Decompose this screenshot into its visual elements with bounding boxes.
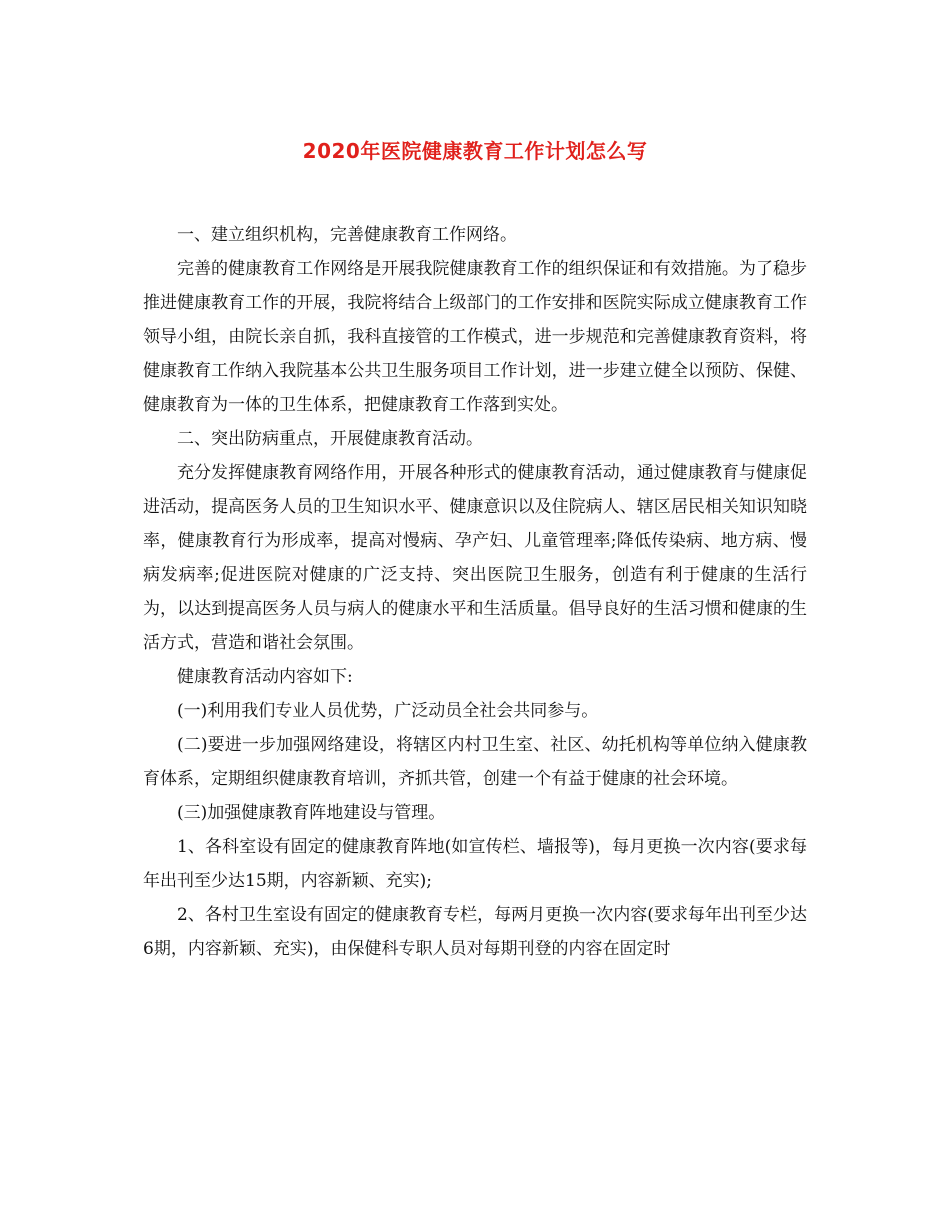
document-body (143, 218, 807, 966)
paragraph: 完善的健康教育工作网络是开展我院健康教育工作的组织保证和有效措施。为了稳步推进健康教育工作的开展，我院将结合上级部门的工作安排和医院实际成立健康教育工作领导小组，由院长亲自抓，我科直接管的工作模式，进一步规范和完善健康教育资料，将健康教育工作纳入我院基本公共卫生服务项目工作计划，进一步建立健全以预防、保健、健康教育为一体的卫生体系，把健康教育工作落到实处。 (143, 259, 807, 415)
list-item: 2、各村卫生室设有固定的健康教育专栏，每两月更换一次内容(要求每年出刊至少达6期，内容新颖、充实)，由保健科专职人员对每期刊登的内容在固定时 (143, 905, 807, 959)
section-heading-1: 一、建立组织机构，完善健康教育工作网络。 (177, 225, 517, 245)
list-item: 1、各科室设有固定的健康教育阵地(如宣传栏、墙报等)，每月更换一次内容(要求每年出刊至少达15期，内容新颖、充实); (143, 837, 807, 891)
section-heading-2: 二、突出防病重点，开展健康教育活动。 (177, 429, 483, 449)
subheading: 健康教育活动内容如下: (177, 667, 353, 687)
list-item: (二)要进一步加强网络建设，将辖区内村卫生室、社区、幼托机构等单位纳入健康教育体系，定期组织健康教育培训，齐抓共管，创建一个有益于健康的社会环境。 (143, 735, 807, 789)
paragraph: 充分发挥健康教育网络作用，开展各种形式的健康教育活动，通过健康教育与健康促进活动，提高医务人员的卫生知识水平、健康意识以及住院病人、辖区居民相关知识知晓率，健康教育行为形成率，提高对慢病、孕产妇、儿童管理率;降低传染病、地方病、慢病发病率;促进医院对健康的广泛支持、突出医院卫生服务，创造有利于健康的生活行为，以达到提高医务人员与病人的健康水平和生活质量。倡导良好的生活习惯和健康的生活方式，营造和谐社会氛围。 (143, 463, 807, 653)
document-title: 2020年医院健康教育工作计划怎么写 (302, 139, 648, 163)
list-item: (一)利用我们专业人员优势，广泛动员全社会共同参与。 (177, 701, 599, 721)
list-item: (三)加强健康教育阵地建设与管理。 (177, 803, 446, 823)
